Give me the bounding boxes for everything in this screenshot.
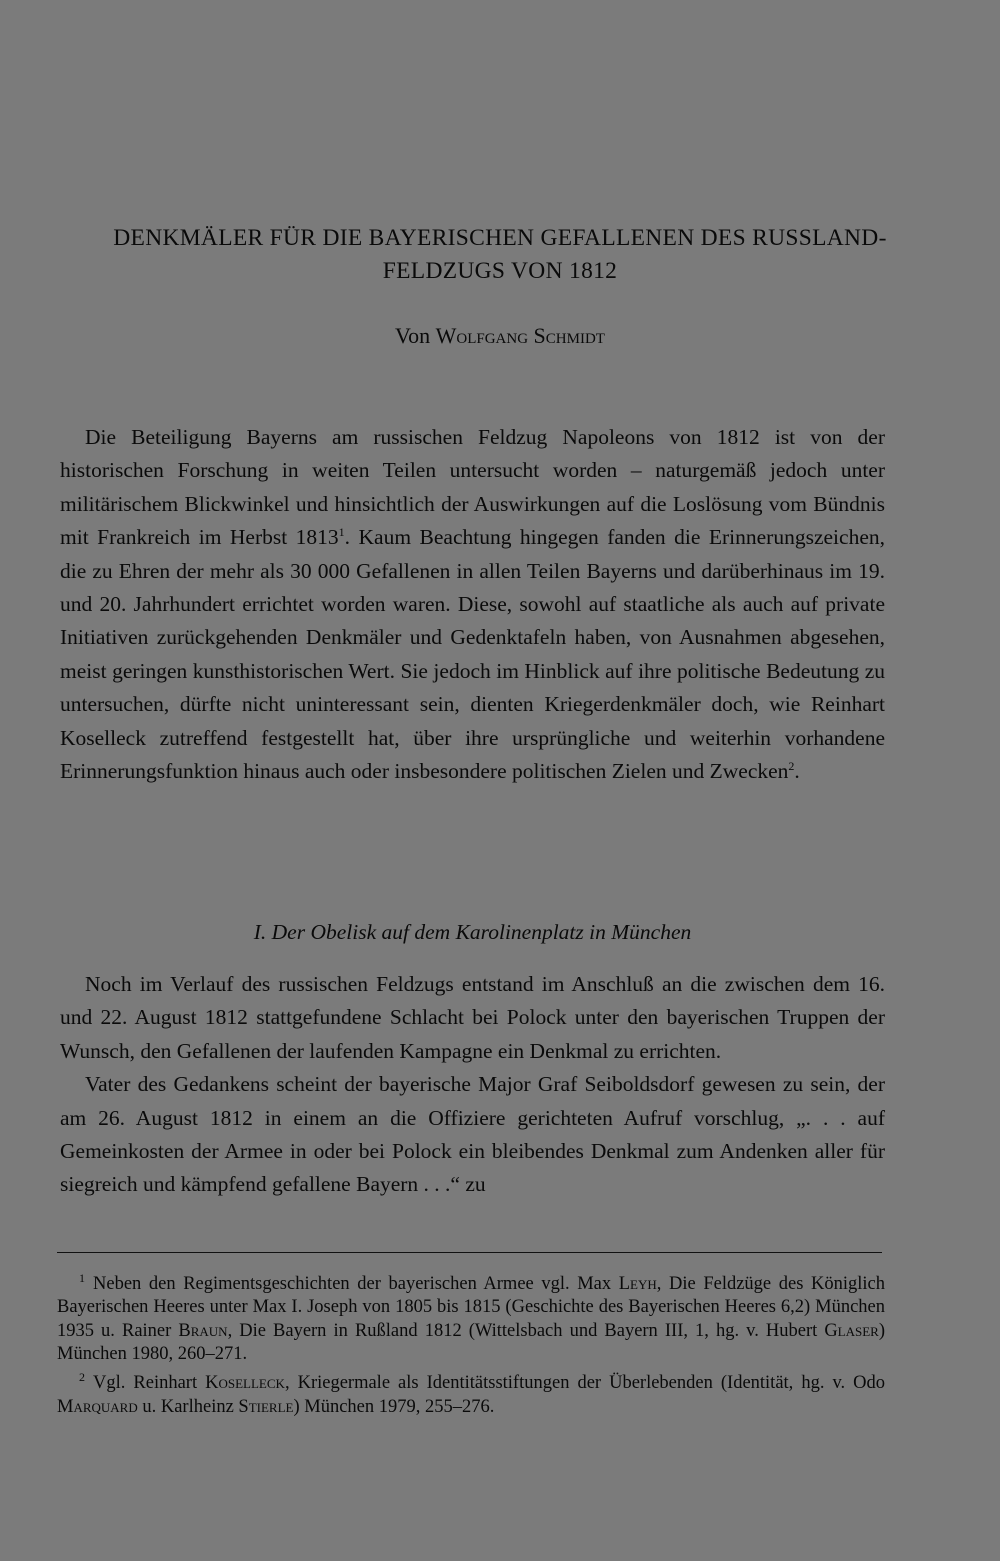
author-name: Wolfgang Schmidt — [435, 323, 605, 348]
footnote-2-editor: Marquard — [57, 1396, 138, 1417]
section-body — [60, 968, 885, 1202]
footnote-2-text: , Kriegermale als Identitätsstiftungen der Überlebenden (Identität, hg. v. Odo — [284, 1373, 886, 1394]
intro-paragraph — [60, 421, 885, 788]
intro-text-c: . — [794, 759, 800, 784]
footnote-2-author: Koselleck — [205, 1373, 285, 1394]
title-line-1: DENKMÄLER FÜR DIE BAYERISCHEN GEFALLENEN DES RUSSLAND- — [113, 225, 887, 251]
intro-text-b: . Kaum Beachtung hingegen fanden die Erinnerungszeichen, die zu Ehren der mehr als 30 000 Gefallenen in allen Teilen Bayerns und darüberhinaus im 19. und 20. Jahrhundert errichtet worden waren. Diese, sowohl auf staatliche als auch auf private Initiativen zurückgehenden Denkmäler und Gedenktafeln haben, von Ausnahmen abgesehen, meist geringen kunsthistorischen Wert. Sie jedoch im Hinblick auf ihre politische Bedeutung zu untersuchen, dürfte nicht uninteressant sein, dienten Kriegerdenkmäler doch, wie Reinhart Koselleck zutreffend festgestellt hat, über ihre ursprüngliche und weiterhin vorhandene Erinnerungsfunktion hinaus auch oder insbesondere politischen Zielen und Zwecken — [60, 525, 885, 784]
footnote-divider — [57, 1252, 882, 1253]
footnote-ref-1[interactable]: 1 — [338, 525, 345, 540]
author-prefix: Von — [395, 323, 436, 348]
footnote-1 — [57, 1267, 885, 1366]
footnote-1-text: , Die Feldzüge des Königlich Bayerischen Heeres unter Max I. Joseph von 1805 bis 1815 (Geschichte des Bayerischen Heeres 6,2) München 1935 u. Rainer — [57, 1274, 885, 1341]
footnote-1-author: Leyh — [618, 1274, 657, 1295]
section-paragraph-1: Noch im Verlauf des russischen Feldzugs entstand im Anschluß an die zwischen dem 16. und 22. August 1812 stattgefundene Schlacht bei Polock unter den bayerischen Truppen der Wunsch, den Gefallenen der laufenden Kampagne ein Denkmal zu errichten. — [60, 972, 885, 1063]
footnote-1-author: Braun — [178, 1320, 228, 1341]
footnote-1-text: ) München 1980, 260–271. — [57, 1320, 886, 1365]
footnote-1-text: Neben den Regimentsgeschichten der bayerischen Armee vgl. Max — [93, 1274, 619, 1295]
footnote-1-editor: Glaser — [824, 1320, 879, 1341]
author-line — [60, 323, 940, 349]
footnote-1-text: , Die Bayern in Rußland 1812 (Wittelsbach und Bayern III, 1, hg. v. Hubert — [227, 1320, 825, 1341]
footnote-2-text: Vgl. Reinhart — [93, 1373, 206, 1394]
footnote-2-text: u. Karlheinz — [137, 1396, 239, 1417]
intro-text-a: Die Beteiligung Bayerns am russischen Feldzug Napoleons von 1812 ist von der historischen Forschung in weiten Teilen untersucht worden – naturgemäß jedoch unter militärischem Blickwinkel und hinsichtlich der Auswirkungen auf die Loslösung vom Bündnis mit Frankreich im Herbst 1813 — [60, 425, 885, 550]
footnote-2-editor: Stierle — [238, 1396, 294, 1417]
section-heading: I. Der Obelisk auf dem Karolinenplatz in München — [253, 920, 692, 944]
section-paragraph-2: Vater des Gedankens scheint der bayerische Major Graf Seiboldsdorf gewesen zu sein, der am 26. August 1812 in einem an die Offiziere gerichteten Aufruf vorschlug, „. . . auf Gemeinkosten der Armee in oder bei Polock ein bleibendes Denkmal zum Andenken aller für siegreich und kämpfend gefallene Bayern . . .“ zu — [60, 1072, 885, 1197]
footnote-2-mark: 2 — [79, 1370, 85, 1385]
footnote-1-mark: 1 — [79, 1271, 85, 1285]
footnote-2-text: ) München 1979, 255–276. — [293, 1396, 495, 1417]
article-title — [60, 222, 940, 288]
title-line-2: FELDZUGS VON 1812 — [382, 258, 618, 284]
footnote-2 — [57, 1366, 885, 1419]
footnotes — [57, 1267, 885, 1419]
footnote-ref-2[interactable]: 2 — [788, 758, 795, 773]
